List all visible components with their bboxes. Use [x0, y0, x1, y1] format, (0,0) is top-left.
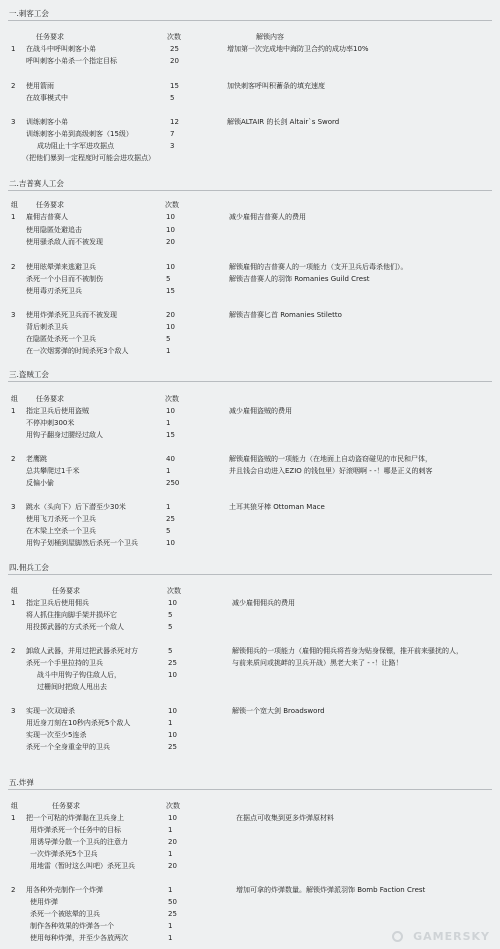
- task-text: 杀死一个手里拉持的卫兵: [26, 659, 103, 667]
- task-text: 在木梁上空杀一个卫兵: [26, 527, 96, 535]
- task-text: 使用炸弹杀死卫兵而不被发现: [26, 311, 117, 319]
- count-value: 1: [166, 347, 171, 355]
- unlock-text: 解锁吉普赛人的羽饰 Romanies Guild Crest: [229, 275, 370, 283]
- divider: [8, 789, 492, 790]
- header-group: 组: [11, 201, 18, 209]
- header-count: 次数: [167, 33, 181, 41]
- section-title: 五.炸弹: [9, 778, 34, 787]
- group-number: 1: [11, 599, 16, 607]
- task-text: 成功阻止十字军进攻据点: [37, 142, 114, 150]
- unlock-text: 解锁ALTAIR 的长剑 Altair`s Sword: [227, 118, 340, 126]
- count-value: 25: [166, 515, 175, 523]
- watermark: GAMERSKY: [413, 930, 490, 943]
- group-number: 2: [11, 647, 16, 655]
- task-text: 实现一次至少5连杀: [26, 731, 87, 739]
- task-text: 使用箭雨: [26, 82, 54, 90]
- watermark-logo-icon: [392, 931, 403, 942]
- task-text: 雇佣吉普赛人: [26, 213, 68, 221]
- header-task: 任务要求: [52, 802, 80, 810]
- task-text: 使用眩晕弹来逃避卫兵: [26, 263, 96, 271]
- count-value: 250: [166, 479, 180, 487]
- task-text: 在隐匿处杀死一个卫兵: [26, 335, 96, 343]
- count-value: 20: [168, 838, 177, 846]
- unlock-text: 在据点可收集到更多炸弹原材料: [236, 814, 334, 822]
- task-text: 使用骚杀敌人而不被发现: [26, 238, 103, 246]
- header-task: 任务要求: [36, 395, 64, 403]
- count-value: 1: [168, 850, 173, 858]
- count-value: 10: [168, 731, 177, 739]
- unlock-text: 加快刺客呼叫积蓄条的填充速度: [227, 82, 325, 90]
- count-value: 25: [168, 743, 177, 751]
- unlock-text: 解锁雇佣盗贼的一项能力（在地面上自动盗窃碰见的市民和尸体，: [229, 455, 432, 463]
- task-text: 不停冲刺300米: [26, 419, 75, 427]
- group-number: 3: [11, 118, 16, 126]
- unlock-text: 减少雇佣吉普赛人的费用: [229, 213, 306, 221]
- task-text: 指定卫兵后使用盗贼: [26, 407, 89, 415]
- count-value: 25: [170, 45, 179, 53]
- task-text: 过栅间时把敌人甩出去: [37, 683, 107, 691]
- task-text: 训练刺客小弟到高级刺客（15级）: [26, 130, 133, 138]
- header-task: 任务要求: [36, 201, 64, 209]
- count-value: 10: [166, 226, 175, 234]
- group-number: 1: [11, 814, 16, 822]
- count-value: 1: [166, 419, 171, 427]
- task-text: 老鹰跳: [26, 455, 47, 463]
- task-text: 用诱导弹分散一个卫兵的注意力: [30, 838, 128, 846]
- count-value: 40: [166, 455, 175, 463]
- unlock-text: 解锁吉普赛匕首 Romanies Stiletto: [229, 311, 342, 319]
- count-value: 1: [166, 503, 171, 511]
- header-group: 组: [11, 587, 18, 595]
- group-number: 2: [11, 263, 16, 271]
- unlock-text: 增加可拿的炸弹数量。解锁炸弹派羽饰 Bomb Faction Crest: [236, 886, 426, 894]
- task-text: 使用每种炸弹，并至少各放两次: [30, 934, 128, 942]
- section-title: 四.佣兵工会: [9, 563, 49, 572]
- count-value: 10: [166, 407, 175, 415]
- header-count: 次数: [165, 201, 179, 209]
- count-value: 20: [168, 862, 177, 870]
- count-value: 12: [170, 118, 179, 126]
- task-text: 用各种外壳制作一个炸弹: [26, 886, 103, 894]
- task-text: 使用毒刃杀死卫兵: [26, 287, 82, 295]
- task-text: 把一个可粘的炸弹黏在卫兵身上: [26, 814, 124, 822]
- count-value: 10: [168, 814, 177, 822]
- group-number: 2: [11, 82, 16, 90]
- group-number: 2: [11, 455, 16, 463]
- unlock-text: 解锁一个宽大剑 Broadsword: [232, 707, 325, 715]
- count-value: 25: [168, 910, 177, 918]
- task-text: 使用飞刀杀死一个卫兵: [26, 515, 96, 523]
- task-text: 在一次烟雾弹的时间杀死3个敌人: [26, 347, 129, 355]
- unlock-text: 解锁佣兵的一项能力（雇佣的佣兵将苔身为贴身保镖，推开前来骚扰的人，: [232, 647, 463, 655]
- task-text: 总共攀爬过1千米: [26, 467, 80, 475]
- group-number: 3: [11, 707, 16, 715]
- count-value: 25: [168, 659, 177, 667]
- unlock-text: 土耳其狼牙棒 Ottoman Mace: [229, 503, 325, 511]
- count-value: 10: [166, 323, 175, 331]
- group-number: 1: [11, 407, 16, 415]
- count-value: 3: [170, 142, 175, 150]
- unlock-text: 并且钱会自动进入EZIO 的钱包里）好滚咽啊 - -！哪是正义的刺客: [229, 467, 433, 475]
- task-text: 跳水（头向下）后下潜至少30米: [26, 503, 126, 511]
- task-text: 指定卫兵后使用佣兵: [26, 599, 89, 607]
- count-value: 1: [168, 934, 173, 942]
- count-value: 5: [170, 94, 175, 102]
- count-value: 10: [168, 707, 177, 715]
- count-value: 20: [170, 57, 179, 65]
- task-text: 使用隐匿处避追击: [26, 226, 82, 234]
- count-value: 15: [166, 431, 175, 439]
- count-value: 1: [168, 922, 173, 930]
- header-group: 组: [11, 802, 18, 810]
- count-value: 20: [166, 238, 175, 246]
- unlock-text: 减少雇佣佣兵的费用: [232, 599, 295, 607]
- task-note: （把他们暴到一定程度时可能会进攻据点）: [22, 154, 155, 162]
- count-value: 5: [166, 275, 171, 283]
- header-count: 次数: [166, 802, 180, 810]
- group-number: 2: [11, 886, 16, 894]
- count-value: 1: [166, 467, 171, 475]
- task-text: 杀死一个全身重金甲的卫兵: [26, 743, 110, 751]
- count-value: 20: [166, 311, 175, 319]
- unlock-text: 解锁雇佣的吉普赛人的一项能力（支开卫兵后毒杀他们）。: [229, 263, 408, 271]
- count-value: 50: [168, 898, 177, 906]
- section-title: 三.盗贼工会: [9, 370, 49, 379]
- count-value: 7: [170, 130, 175, 138]
- unlock-text: 与前来质问或挑衅的卫兵开战）黑老大来了 - -！让路！: [232, 659, 403, 667]
- task-text: 杀死一个小目而不被制伤: [26, 275, 103, 283]
- divider: [8, 574, 492, 575]
- task-text: 用投掷武器的方式杀死一个敌人: [26, 623, 124, 631]
- task-text: 用炸弹杀死一个任务中的目标: [30, 826, 121, 834]
- task-text: 反偏小偷: [26, 479, 54, 487]
- header-count: 次数: [167, 587, 181, 595]
- task-text: 训练刺客小弟: [26, 118, 68, 126]
- count-value: 5: [168, 647, 173, 655]
- count-value: 5: [168, 623, 173, 631]
- count-value: 10: [166, 213, 175, 221]
- task-text: 在故事模式中: [26, 94, 68, 102]
- header-group: 组: [11, 395, 18, 403]
- count-value: 10: [166, 539, 175, 547]
- count-value: 1: [168, 886, 173, 894]
- task-text: 一次炸弹杀死5个卫兵: [30, 850, 98, 858]
- task-text: 战斗中用钩子钩住敌人后，: [37, 671, 121, 679]
- count-value: 5: [166, 335, 171, 343]
- task-text: 背后刺杀卫兵: [26, 323, 68, 331]
- task-text: 卸敌人武器，并用过把武器杀死对方: [26, 647, 138, 655]
- task-text: 用钩子翻身过腰经过敌人: [26, 431, 103, 439]
- group-number: 3: [11, 311, 16, 319]
- task-text: 用地雷（暂时这么叫吧）杀死卫兵: [30, 862, 135, 870]
- count-value: 10: [166, 263, 175, 271]
- section-title: 一.刺客工会: [9, 9, 49, 18]
- divider: [8, 381, 492, 382]
- count-value: 15: [170, 82, 179, 90]
- count-value: 10: [168, 671, 177, 679]
- task-text: 用钩子划桶到屋脚然后杀死一个卫兵: [26, 539, 138, 547]
- divider: [8, 190, 492, 191]
- section-title: 二.吉普赛人工会: [9, 179, 64, 188]
- task-text: 用近身刀刻在10秒内杀死5个敌人: [26, 719, 131, 727]
- task-text: 杀死一个被眩晕的卫兵: [30, 910, 100, 918]
- unlock-text: 减少雇佣盗贼的费用: [229, 407, 292, 415]
- unlock-text: 增加第一次完成地中海防卫合约的成功率10%: [227, 45, 369, 53]
- header-task: 任务要求: [36, 33, 64, 41]
- group-number: 3: [11, 503, 16, 511]
- task-text: 使用炸弹: [30, 898, 58, 906]
- task-text: 呼叫刺客小弟杀一个指定目标: [26, 57, 117, 65]
- task-text: 在战斗中呼叫刺客小弟: [26, 45, 96, 53]
- count-value: 1: [168, 719, 173, 727]
- header-task: 任务要求: [52, 587, 80, 595]
- header-count: 次数: [165, 395, 179, 403]
- count-value: 5: [168, 611, 173, 619]
- group-number: 1: [11, 45, 16, 53]
- count-value: 5: [166, 527, 171, 535]
- task-text: 实现一次双暗杀: [26, 707, 75, 715]
- header-unlock: 解锁内容: [256, 33, 284, 41]
- divider: [8, 20, 492, 21]
- group-number: 1: [11, 213, 16, 221]
- task-text: 将人抓住推向脚手架并损坏它: [26, 611, 117, 619]
- task-text: 制作各种效果的炸弹各一个: [30, 922, 114, 930]
- count-value: 15: [166, 287, 175, 295]
- count-value: 1: [168, 826, 173, 834]
- count-value: 10: [168, 599, 177, 607]
